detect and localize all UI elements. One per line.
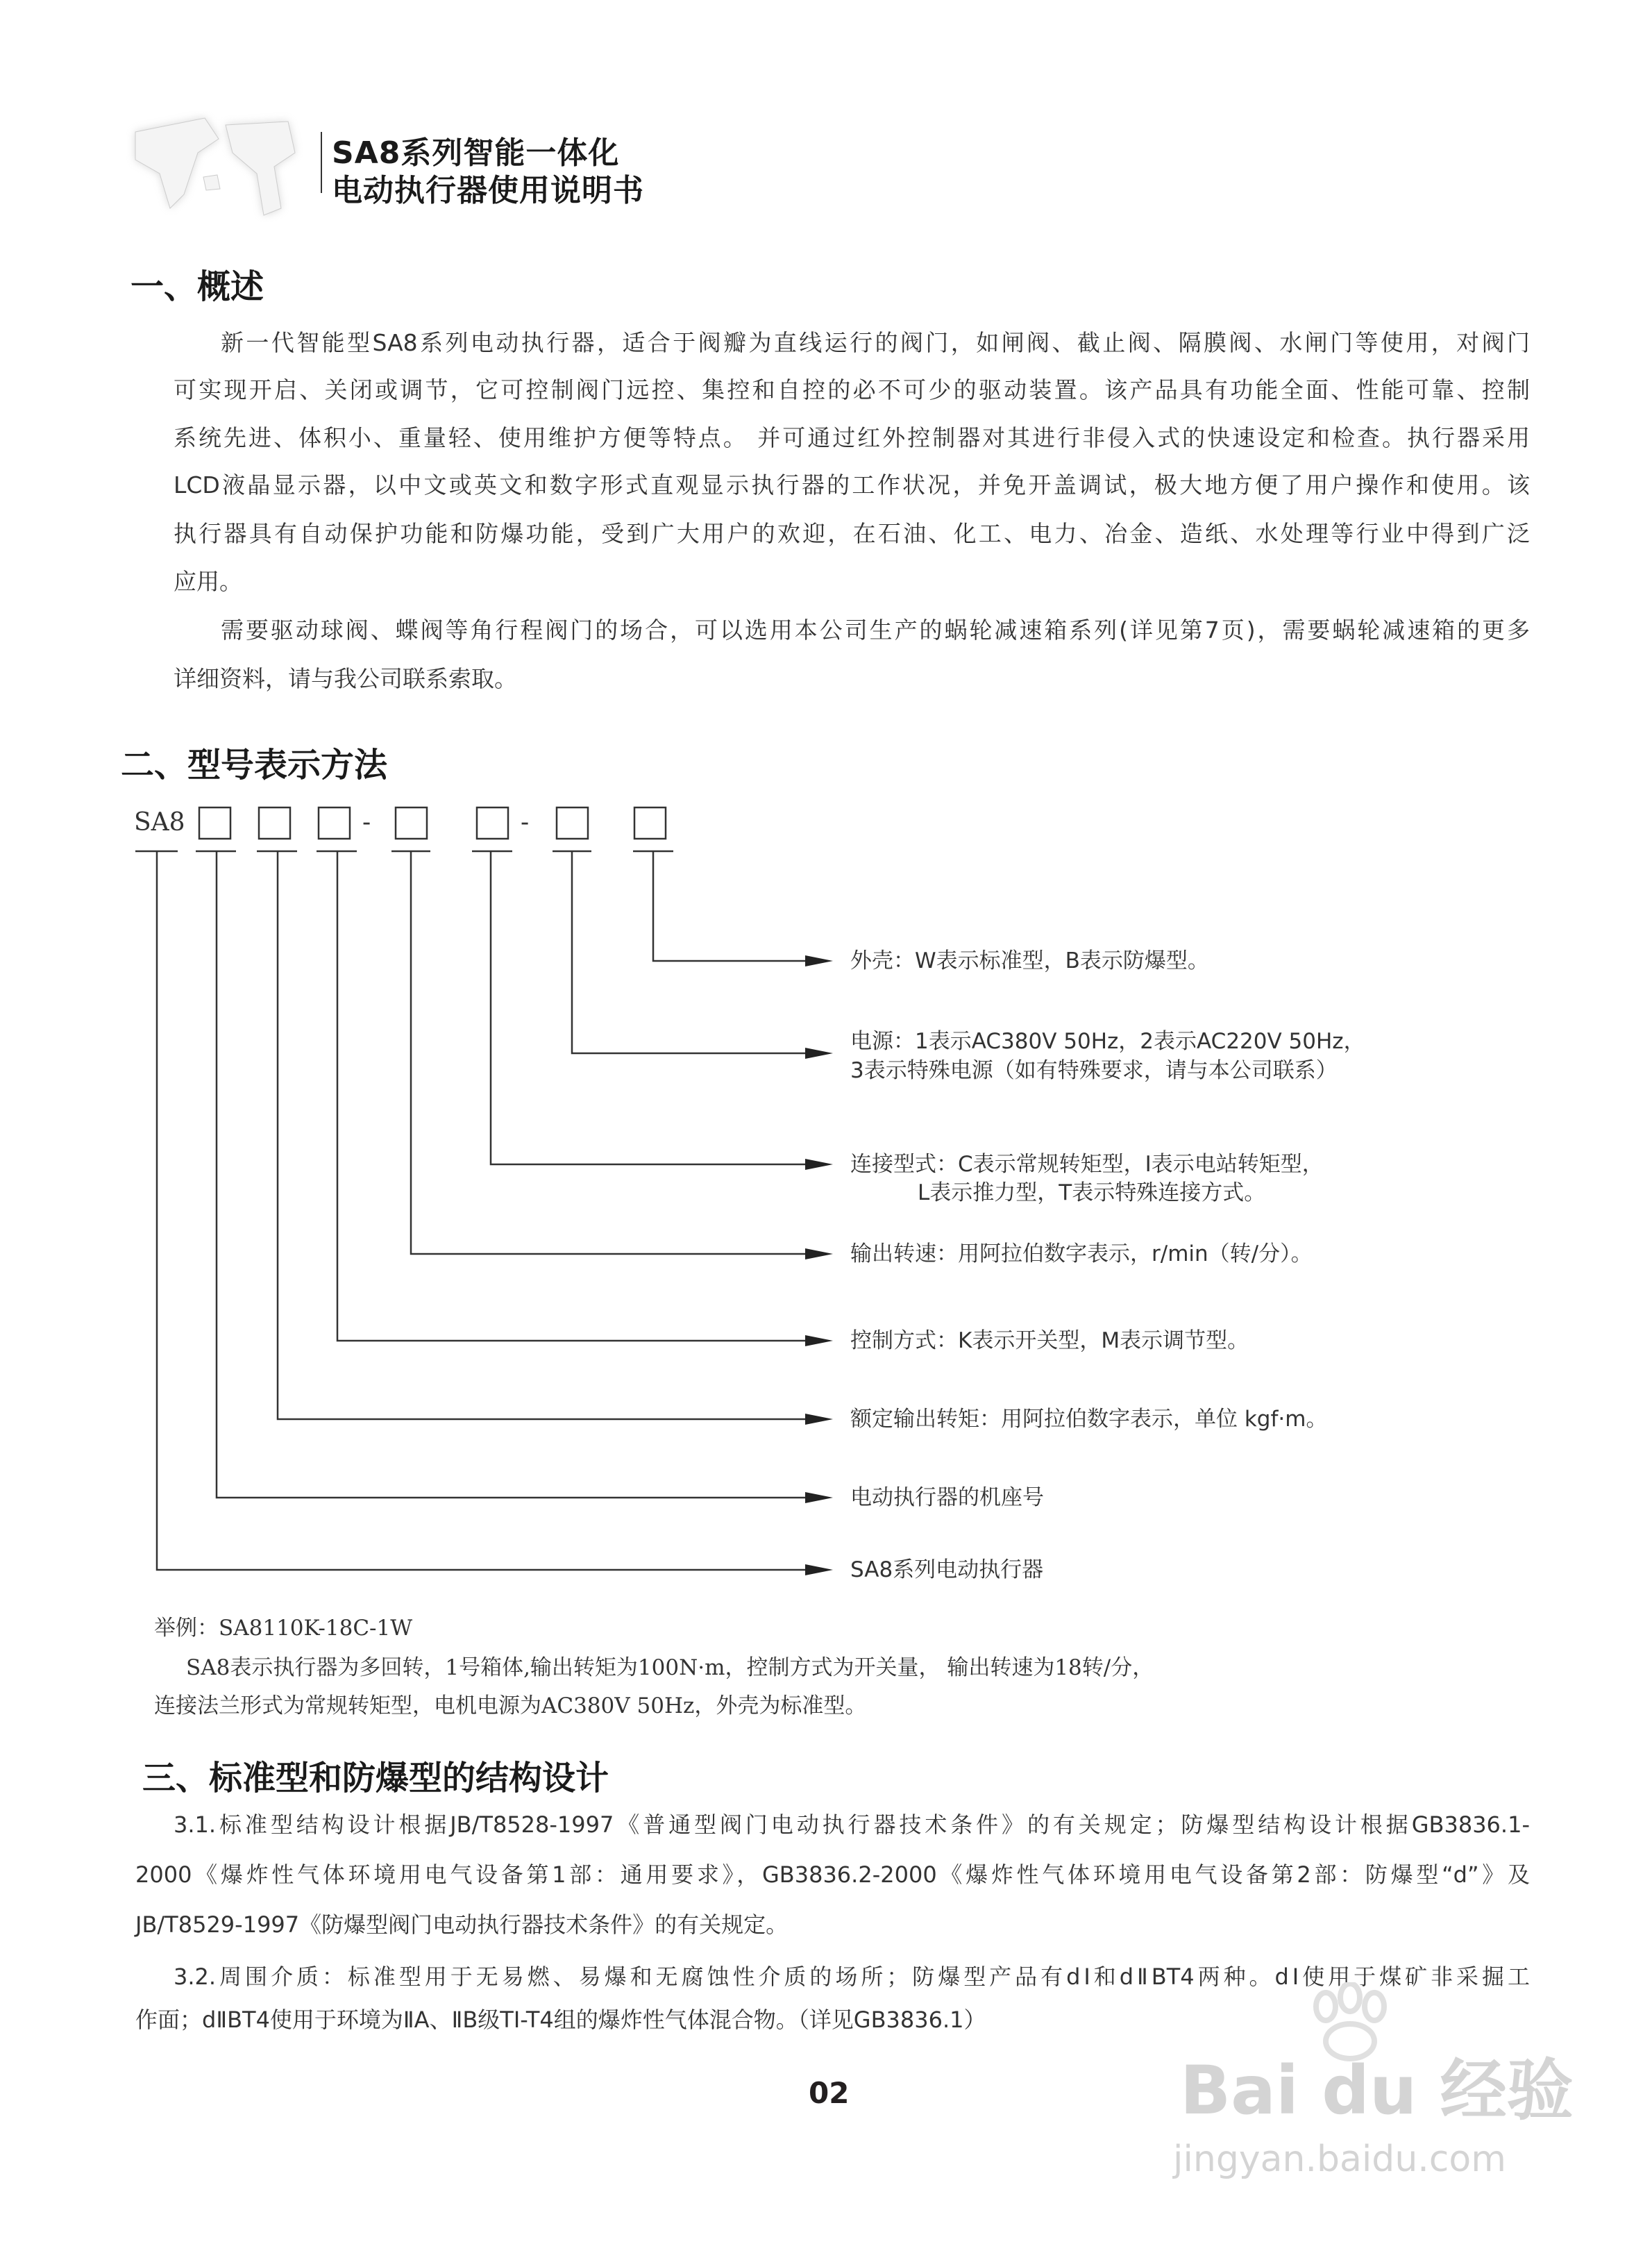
label-power: 电源：1表示AC380V 50Hz，2表示AC220V 50Hz，: [850, 1029, 1365, 1054]
model-prefix: SA8: [134, 808, 185, 837]
label-frame: 电动执行器的机座号: [850, 1485, 1044, 1510]
section2-heading: 二、型号表示方法: [121, 746, 388, 785]
watermark-url: jingyan.baidu.com: [1173, 2138, 1506, 2180]
label-connection: 连接型式：C表示常规转矩型，I表示电站转矩型，: [850, 1152, 1324, 1177]
section1-para1-line: 新一代智能型SA8系列电动执行器，适合于阀瓣为直线运行的阀门，如闸阀、截止阀、隔膜阀、水闸门等使用，对阀门: [221, 329, 1530, 356]
model-dash: -: [521, 808, 530, 837]
section3-para1-line: 3.1.标准型结构设计根据JB/T8528-1997《普通型阀门电动执行器技术条件》的有关规定；防爆型结构设计根据GB3836.1-: [174, 1811, 1530, 1838]
label-series: SA8系列电动执行器: [850, 1557, 1044, 1582]
section1-heading: 一、概述: [130, 267, 264, 306]
arrow-icon: [805, 955, 833, 966]
code-box: [199, 807, 230, 839]
code-box: [396, 807, 427, 839]
section1-para1-line: LCD液晶显示器，以中文或英文和数字形式直观显示执行器的工作状况，并免开盖调试，极大地方便了用户操作和使用。该: [174, 471, 1530, 499]
section1-para2-line: 需要驱动球阀、蝶阀等角行程阀门的场合，可以选用本公司生产的蜗轮减速箱系列(详见第7页)，需要蜗轮减速箱的更多: [221, 617, 1530, 644]
page-number: 02: [809, 2076, 850, 2110]
code-box: [319, 807, 350, 839]
label-shell: 外壳：W表示标准型，B表示防爆型。: [850, 948, 1209, 973]
leader-line: [491, 851, 812, 1164]
leader-line: [278, 851, 812, 1419]
arrow-icon: [805, 1335, 833, 1346]
arrow-icon: [805, 1492, 833, 1503]
leader-line: [572, 851, 812, 1053]
leader-line: [337, 851, 812, 1341]
label-torque: 额定输出转矩：用阿拉伯数字表示，单位 kgf·m。: [850, 1407, 1328, 1432]
code-box: [259, 807, 290, 839]
arrow-icon: [805, 1414, 833, 1425]
leader-line: [653, 851, 812, 961]
section3-heading: 三、标准型和防爆型的结构设计: [142, 1759, 609, 1798]
model-dash: -: [362, 808, 371, 837]
example-text: SA8表示执行器为多回转，1号箱体,输出转矩为100N·m，控制方式为开关量， 输出转速为18转/分，: [186, 1655, 1154, 1680]
arrow-icon: [805, 1248, 833, 1259]
example-text: 连接法兰形式为常规转矩型，电机电源为AC380V 50Hz，外壳为标准型。: [154, 1693, 867, 1718]
section3-para1-line: 2000《爆炸性气体环境用电气设备第1部：通用要求》，GB3836.2-2000《爆炸性气体环境用电气设备第2部：防爆型“d”》及: [135, 1861, 1530, 1888]
arrow-icon: [805, 1048, 833, 1059]
label-speed: 输出转速：用阿拉伯数字表示，r/min（转/分）。: [850, 1241, 1313, 1266]
label-connection: L表示推力型，T表示特殊连接方式。: [918, 1180, 1266, 1205]
leader-line: [157, 851, 812, 1570]
manual-title-line1: SA8系列智能一体化: [332, 135, 620, 171]
code-box: [557, 807, 588, 839]
section3-para2-line: 3.2.周围介质：标准型用于无易燃、易爆和无腐蚀性介质的场所；防爆型产品有dⅠ和dⅡBT4两种。dⅠ使用于煤矿非采掘工: [174, 1963, 1530, 1990]
section1-para1-line: 系统先进、体积小、重量轻、使用维护方便等特点。 并可通过红外控制器对其进行非侵入式的快速设定和检查。执行器采用: [174, 424, 1530, 451]
code-box: [477, 807, 508, 839]
arrow-icon: [805, 1564, 833, 1575]
section1-para1-line: 执行器具有自动保护功能和防爆功能，受到广大用户的欢迎，在石油、化工、电力、冶金、造纸、水处理等行业中得到广泛: [174, 520, 1530, 547]
manual-title-line2: 电动执行器使用说明书: [332, 173, 644, 208]
label-power: 3表示特殊电源（如有特殊要求，请与本公司联系）: [850, 1058, 1338, 1083]
section1-para1-line: 应用。: [174, 568, 242, 595]
section3-para1-line: JB/T8529-1997《防爆型阀门电动执行器技术条件》的有关规定。: [135, 1911, 789, 1938]
section1-para1-line: 可实现开启、关闭或调节，它可控制阀门远控、集控和自控的必不可少的驱动装置。该产品具有功能全面、性能可靠、控制: [174, 376, 1530, 403]
example-title: 举例：SA8110K-18C-1W: [154, 1616, 413, 1641]
watermark-logo: Bai du 经验: [1180, 2052, 1574, 2129]
label-control: 控制方式：K表示开关型，M表示调节型。: [850, 1328, 1249, 1353]
section1-para2-line: 详细资料，请与我公司联系索取。: [174, 665, 517, 692]
code-box: [634, 807, 666, 839]
leader-line: [217, 851, 812, 1498]
section3-para2-line: 作面；dⅡBT4使用于环境为ⅡA、ⅡB级TⅠ-T4组的爆炸性气体混合物。（详见GB3836.1）: [135, 2007, 986, 2033]
arrow-icon: [805, 1159, 833, 1170]
